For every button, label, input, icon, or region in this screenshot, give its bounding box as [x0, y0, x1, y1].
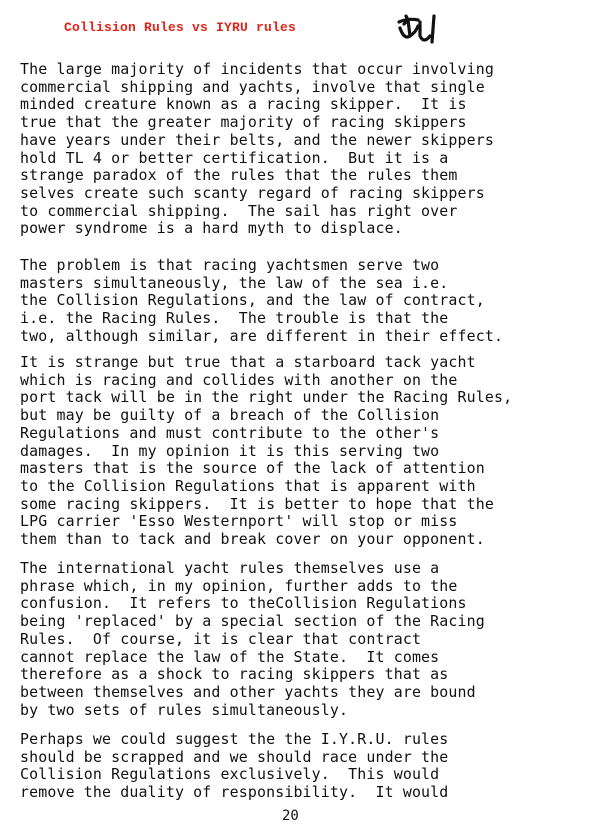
paragraph-international-rules: The international yacht rules themselves use a phrase which, in my opinion, further adds to the confusion. It refers to theCollision Regulations being 'replaced' by a special section of the Racing Rules. Of course, it is clear that contract cannot replace the law of the State. It comes therefore as a shock to racing skippers that as between themselves and other yachts they are bound by two sets of rules simultaneously. [20, 559, 485, 719]
paragraph-two-masters: The problem is that racing yachtsmen serve two masters simultaneously, the law of the sea i.e. the Collision Regulations, and the law of contract, i.e. the Racing Rules. The trouble is that the two, although similar, are different in their effect. [20, 256, 504, 345]
paragraph-suggestion: Perhaps we could suggest the the I.Y.R.U. rules should be scrapped and we should race under the Collision Regulations exclusively. This would remove the duality of responsibility. It would [20, 730, 449, 802]
paragraph-starboard-tack: It is strange but true that a starboard tack yacht which is racing and collides with another on the port tack will be in the right under the Racing Rules, but may be guilty of a breach of the Collision Regulations and must contribute to the other's damages. In my opinion it is this serving two masters that is the source of the lack of attention to the Collision Regulations that is apparent with some racing skippers. It is better to hope that the LPG carrier 'Esso Westernport' will stop or miss them than to tack and break cover on your opponent. [20, 353, 513, 549]
paragraph-incidents: The large majority of incidents that occur involving commercial shipping and yachts, involve that single minded creature known as a racing skipper. It is true that the greater majority of racing skippers have years under their belts, and the newer skippers hold TL 4 or better certification. But it is a strange paradox of the rules that the rules them selves create such scanty regard of racing skippers to commercial shipping. The sail has right over power syndrome is a hard myth to displace. [20, 60, 494, 238]
page-number: 20 [282, 808, 299, 824]
article-title: Collision Rules vs IYRU rules [64, 20, 297, 35]
anchor-signature-icon [396, 10, 444, 50]
